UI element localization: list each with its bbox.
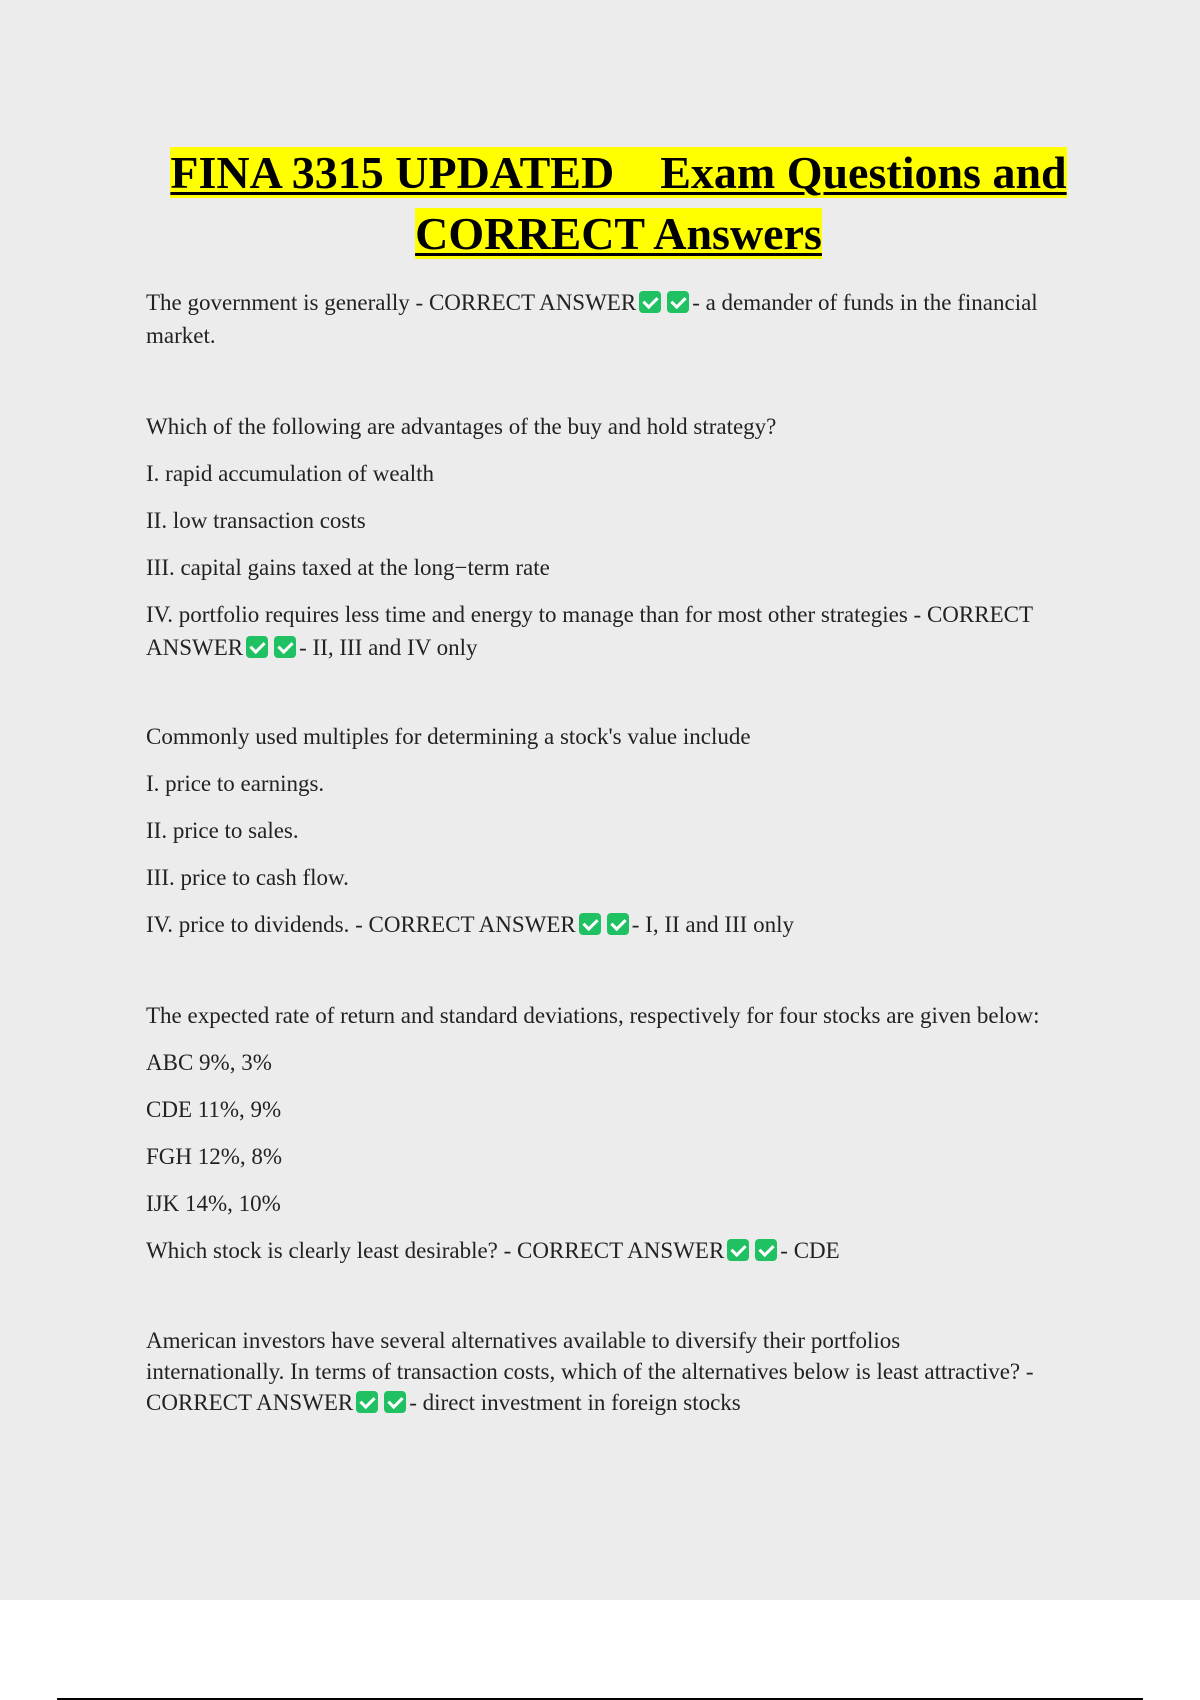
question-5 — [146, 1325, 1091, 1418]
question-2 — [146, 410, 1091, 664]
question-5-answer-line — [146, 1387, 1091, 1418]
answer-marker: - CORRECT ANSWER — [503, 1238, 725, 1263]
question-text: Which stock is clearly least desirable? — [146, 1238, 498, 1263]
option-item: III. price to cash flow. — [146, 865, 349, 890]
answer-text: - CDE — [780, 1238, 840, 1263]
question-4-prompt — [146, 1234, 1091, 1267]
check-mark-icon — [639, 291, 661, 313]
stock-item: CDE 11%, 9% — [146, 1097, 282, 1122]
question-4-text: The expected rate of return and standard deviations, respectively for four stocks are given below: — [146, 1003, 1040, 1028]
check-mark-icon — [246, 636, 268, 658]
answer-text: - II, III and IV only — [299, 635, 478, 660]
answer-marker-cont: ANSWER — [146, 635, 244, 660]
question-3-text: Commonly used multiples for determining a stock's value include — [146, 724, 751, 749]
answer-text: - a demander of funds in the financial market. — [146, 290, 1038, 348]
option-item: II. price to sales. — [146, 818, 299, 843]
document-title — [146, 142, 1091, 264]
check-mark-icon — [727, 1239, 749, 1261]
stock-item: ABC 9%, 3% — [146, 1050, 272, 1075]
option-item: II. low transaction costs — [146, 508, 366, 533]
option-item: I. rapid accumulation of wealth — [146, 461, 435, 486]
option-text: IV. portfolio requires less time and energy to manage than for most other strategies — [146, 602, 908, 627]
question-1-text — [146, 286, 1091, 352]
answer-text: - I, II and III only — [631, 912, 794, 937]
option-text: IV. price to dividends. — [146, 912, 350, 937]
question-2-text: Which of the following are advantages of the buy and hold strategy? — [146, 414, 777, 439]
check-mark-icon — [607, 913, 629, 935]
check-mark-icon — [384, 1391, 406, 1413]
stock-item: IJK 14%, 10% — [146, 1191, 281, 1216]
question-1 — [146, 286, 1091, 352]
option-item-last — [146, 908, 1091, 941]
question-5-line-2: internationally. In terms of transaction costs, which of the alternatives below is least attractive? - — [146, 1359, 1034, 1384]
check-mark-icon — [755, 1239, 777, 1261]
stock-item: FGH 12%, 8% — [146, 1144, 283, 1169]
title-line-2: CORRECT Answers — [415, 208, 822, 259]
answer-marker: - CORRECT — [913, 602, 1034, 627]
question-3 — [146, 720, 1091, 941]
check-mark-icon — [274, 636, 296, 658]
answer-marker: - CORRECT ANSWER — [415, 290, 637, 315]
answer-marker: CORRECT ANSWER — [146, 1390, 354, 1415]
answer-marker: - CORRECT ANSWER — [355, 912, 576, 937]
option-item-last — [146, 598, 1091, 664]
option-item: III. capital gains taxed at the long−term rate — [146, 555, 550, 580]
question-4 — [146, 999, 1091, 1267]
question-text: The government is generally — [146, 290, 410, 315]
check-mark-icon — [356, 1391, 378, 1413]
option-item: I. price to earnings. — [146, 771, 325, 796]
check-mark-icon — [667, 291, 689, 313]
question-5-line-1: American investors have several alternatives available to diversify their portfolios — [146, 1328, 901, 1353]
check-mark-icon — [579, 913, 601, 935]
document-content — [146, 142, 1091, 1418]
answer-text: - direct investment in foreign stocks — [409, 1390, 741, 1415]
title-line-1: FINA 3315 UPDATED Exam Questions and — [170, 147, 1067, 198]
